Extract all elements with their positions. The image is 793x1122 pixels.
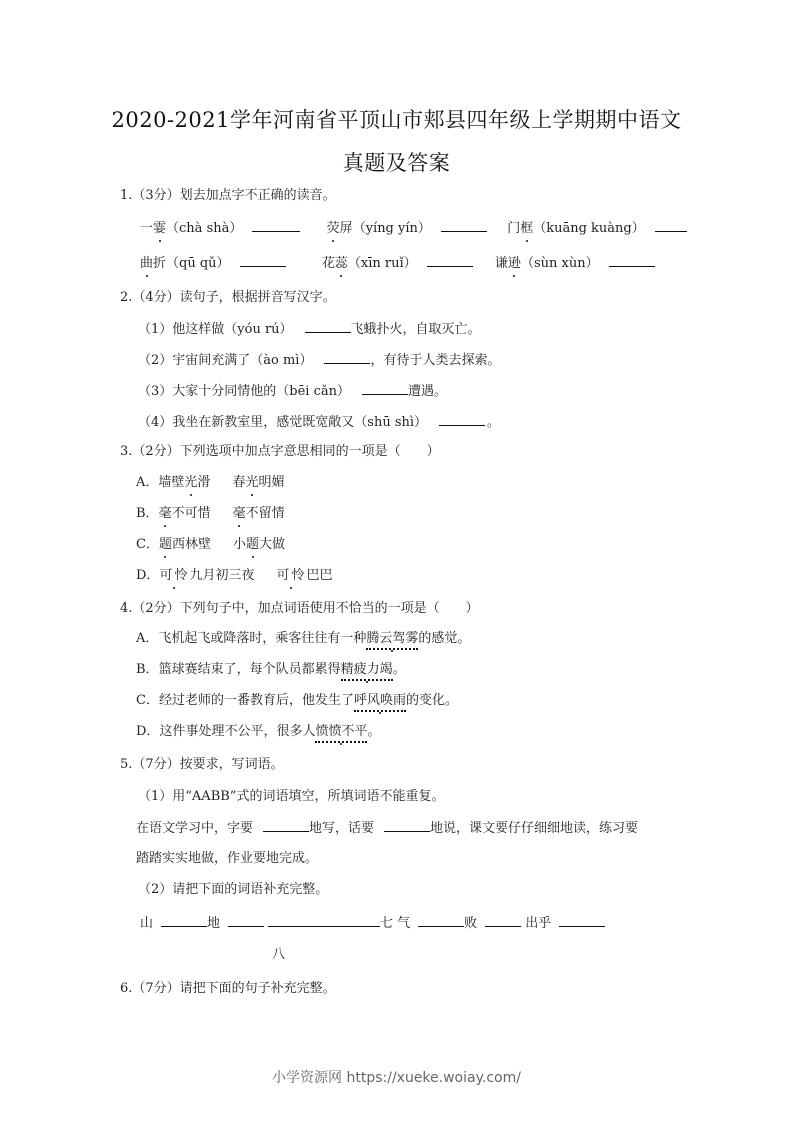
answer-blank[interactable] — [427, 254, 473, 267]
q3-option-a[interactable]: A．墙壁光滑 春光明媚 — [136, 475, 285, 490]
answer-blank[interactable] — [384, 819, 430, 832]
q1-item4: 曲折（qū qǔ） — [140, 256, 230, 271]
answer-blank[interactable] — [263, 819, 309, 832]
answer-blank[interactable] — [418, 914, 464, 927]
q3-option-b[interactable]: B．毫不可惜 毫不留情 — [136, 506, 285, 521]
answer-blank[interactable] — [362, 382, 408, 395]
q1-item6: 谦逊（sùn xùn） — [494, 256, 599, 271]
q2-header: 2.（4分）读句子，根据拼音写汉字。 — [120, 290, 336, 305]
answer-blank[interactable] — [228, 914, 264, 927]
q5-part2-instruction: （2）请把下面的词语补充完整。 — [138, 882, 329, 897]
answer-blank[interactable] — [609, 254, 655, 267]
q1-row1 — [140, 219, 691, 238]
answer-blank[interactable] — [252, 219, 300, 232]
q5-part2-word-eight: 八 — [272, 947, 286, 962]
q4-option-a[interactable]: A．飞机起飞或降落时，乘客往往有一种腾云驾雾的感觉。 — [136, 630, 470, 650]
q2-item2: （2）宇宙间充满了（ào mì） ，有待于人类去探索。 — [138, 353, 501, 368]
q5-header: 5.（7分）按要求，写词语。 — [120, 757, 284, 772]
q4-option-c[interactable]: C．经过老师的一番教育后，他发生了呼风唤雨的变化。 — [136, 692, 458, 712]
answer-blank[interactable] — [240, 254, 286, 267]
answer-blank[interactable] — [441, 219, 487, 232]
answer-blank[interactable] — [559, 914, 605, 927]
q4-option-d[interactable]: D．这件事处理不公平，很多人愤愤不平。 — [136, 723, 380, 743]
q2-item4: （4）我坐在新教室里，感觉既宽敞又（shū shì） 。 — [138, 415, 501, 430]
q5-part1-sentence: 在语文学习中，字要 地写，话要 地说，课文要仔仔细细地读，练习要 — [136, 821, 639, 836]
q1-row2 — [140, 254, 659, 273]
q1-header: 1.（3分）划去加点字不正确的读音。 — [120, 188, 336, 203]
answer-blank[interactable] — [161, 914, 207, 927]
q3-option-c[interactable]: C．题西林壁 小题大做 — [136, 537, 286, 552]
q2-item3: （3）大家十分同情他的（bēi cǎn） 遭遇。 — [138, 384, 447, 399]
q1-item3: 门框（kuāng kuàng） — [507, 221, 645, 236]
q2-item1: （1）他这样做（yóu rú） 飞蛾扑火，自取灭亡。 — [138, 322, 481, 337]
answer-blank[interactable] — [655, 219, 687, 232]
q6-header: 6.（7分）请把下面的句子补充完整。 — [120, 981, 336, 996]
q3-option-d[interactable]: D．可怜九月初三夜 可怜巴巴 — [136, 568, 333, 583]
q1-item2: 荧屏（yíng yín） — [326, 221, 431, 236]
document-title-line2: 真题及答案 — [342, 151, 451, 175]
q5-part1-sentence-cont: 踏踏实实地做，作业要地完成。 — [136, 851, 319, 866]
q5-part2-words: 山 地 七 气 败 出乎 — [140, 914, 609, 933]
footer-watermark: 小学资源网 https://xueke.woiay.com/ — [272, 1070, 521, 1086]
q5-part1-instruction: （1）用“AABB”式的词语填空，所填词语不能重复。 — [138, 789, 445, 804]
q1-item5: 花蕊（xīn ruǐ） — [321, 256, 417, 271]
answer-blank[interactable] — [439, 413, 485, 426]
q1-item1: 一霎（chà shà） — [140, 221, 243, 236]
document-title-line1: 2020-2021学年河南省平顶山市郏县四年级上学期期中语文 — [111, 108, 682, 132]
q3-header: 3.（2分）下列选项中加点字意思相同的一项是（ ） — [120, 444, 440, 459]
q4-option-b[interactable]: B．篮球赛结束了，每个队员都累得精疲力竭。 — [136, 661, 406, 681]
answer-blank[interactable] — [485, 914, 521, 927]
q4-header: 4.（2分）下列句子中，加点词语使用不恰当的一项是（ ） — [120, 601, 479, 616]
answer-blank[interactable] — [268, 914, 380, 927]
answer-blank[interactable] — [324, 351, 370, 364]
answer-blank[interactable] — [305, 320, 351, 333]
